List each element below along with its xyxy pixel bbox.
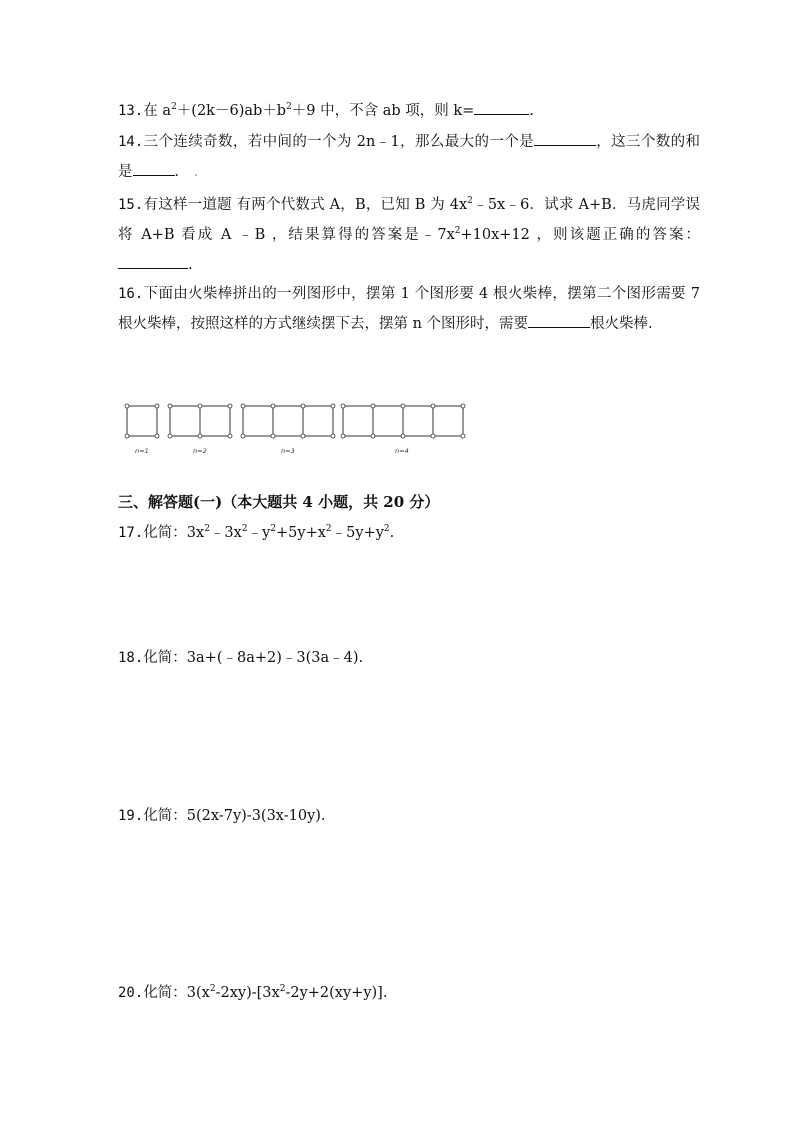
matchstick-square xyxy=(373,406,403,436)
question-18: 18.化简：3a+(﹣8a+2)﹣3(3a﹣4). xyxy=(118,650,364,666)
matchstick-square xyxy=(243,406,273,436)
matchstick-square xyxy=(200,406,230,436)
matchstick-figure xyxy=(118,398,478,460)
question-17: 17.化简：$3x^2﹣3x^2﹣y^2+5y+x^2﹣5y+y^2$. xyxy=(118,524,395,541)
question-20: 20.化简：$3(x^2-2xy)-[3x^2-2y+2(xy+y)]$. xyxy=(118,984,388,1001)
matchstick-joints xyxy=(125,404,465,438)
figure-label-n1: n=1 xyxy=(135,447,149,455)
question-13: 13.在 $a^2+(2k-6)ab+b^2+9$ 中，不含 ab 项，则 k= . xyxy=(118,96,700,126)
question-15: 15.有这样一道题 有两个代数式 A，B，已知 B 为 $4x^2﹣5x﹣6$．试求 A+B．马虎同学误将 A+B 看成 A ﹣B ，结果算得的答案是$﹣7x^2+10x+12$ ，则该题正确的答案：. xyxy=(118,196,701,273)
matchstick-square xyxy=(403,406,433,436)
answer-blank xyxy=(474,98,529,115)
matchstick-square xyxy=(273,406,303,436)
answer-blank xyxy=(118,252,188,269)
section-title: 三、解答题(一)（本大题共 4 小题，共 20 分） xyxy=(118,493,440,511)
answer-blank xyxy=(133,159,175,176)
figure-label-n3: n=3 xyxy=(281,447,295,455)
question-14: 14.三个连续奇数，若中间的一个为 2n﹣1，那么最大的一个是 ，这三个数的和是 ． . xyxy=(118,127,700,187)
matchstick-square xyxy=(303,406,333,436)
matchstick-square xyxy=(343,406,373,436)
matchstick-square xyxy=(433,406,463,436)
matchstick-square xyxy=(170,406,200,436)
question-16: 16.下面由火柴棒拼出的一列图形中，摆第 1 个图形要 4 根火柴棒，摆第二个图形需要 7 根火柴棒，按照这样的方式继续摆下去，摆第 n 个图形时，需要 根火柴棒. xyxy=(118,286,700,332)
figure-label-n2: n=2 xyxy=(193,447,207,455)
matchstick-square xyxy=(127,406,157,436)
figure-label-n4: n=4 xyxy=(395,447,409,455)
answer-blank xyxy=(534,129,596,146)
answer-blank xyxy=(528,311,590,328)
question-19: 19.化简：5(2x-7y)-3(3x-10y). xyxy=(118,808,326,824)
